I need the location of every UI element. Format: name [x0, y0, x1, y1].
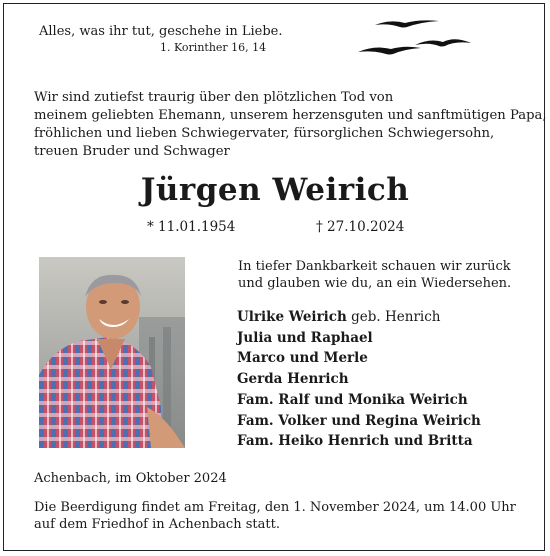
intro-line: fröhlichen und lieben Schwiegervater, fürsorglichen Schwiegersohn, — [34, 126, 495, 141]
family-member: Fam. Volker und Regina Weirich — [237, 412, 481, 429]
bird-icon — [415, 39, 471, 46]
funeral-line: Die Beerdigung findet am Freitag, den 1. November 2024, um 14.00 Uhr — [34, 500, 516, 515]
birth-date: * 11.01.1954 — [147, 219, 236, 235]
deceased-name: Jürgen Weirich — [140, 172, 410, 208]
family-member: Gerda Henrich — [237, 371, 349, 388]
family-list — [237, 307, 481, 452]
thanks-text — [238, 258, 511, 292]
thanks-line: und glauben wie du, an ein Wiedersehen. — [238, 276, 512, 291]
funeral-info — [34, 499, 516, 533]
family-member: Julia und Raphael — [237, 329, 373, 346]
intro-line: treuen Bruder und Schwager — [34, 144, 230, 159]
family-member: Ulrike Weirich geb. Henrich — [237, 309, 441, 325]
bible-quote: Alles, was ihr tut, geschehe in Liebe. — [39, 24, 283, 39]
family-member: Fam. Heiko Henrich und Britta — [237, 433, 473, 450]
intro-line: Wir sind zutiefst traurig über den plötzlichen Tod von — [34, 90, 394, 105]
bird-icon — [375, 20, 439, 27]
family-member: Marco und Merle — [237, 350, 368, 367]
intro-line: meinem geliebten Ehemann, unserem herzensguten und sanftmütigen Papa, — [34, 108, 547, 123]
portrait-photo — [39, 257, 185, 448]
flying-birds-icon — [355, 14, 475, 59]
portrait-image — [39, 257, 185, 448]
funeral-line: auf dem Friedhof in Achenbach statt. — [34, 517, 280, 532]
thanks-line: In tiefer Dankbarkeit schauen wir zurück — [238, 259, 511, 274]
bible-reference: 1. Korinther 16, 14 — [160, 41, 267, 54]
family-member: Fam. Ralf und Monika Weirich — [237, 391, 468, 408]
intro-text — [34, 89, 547, 161]
bird-icon — [358, 47, 421, 55]
place-date: Achenbach, im Oktober 2024 — [34, 471, 227, 486]
death-date: † 27.10.2024 — [316, 219, 405, 235]
